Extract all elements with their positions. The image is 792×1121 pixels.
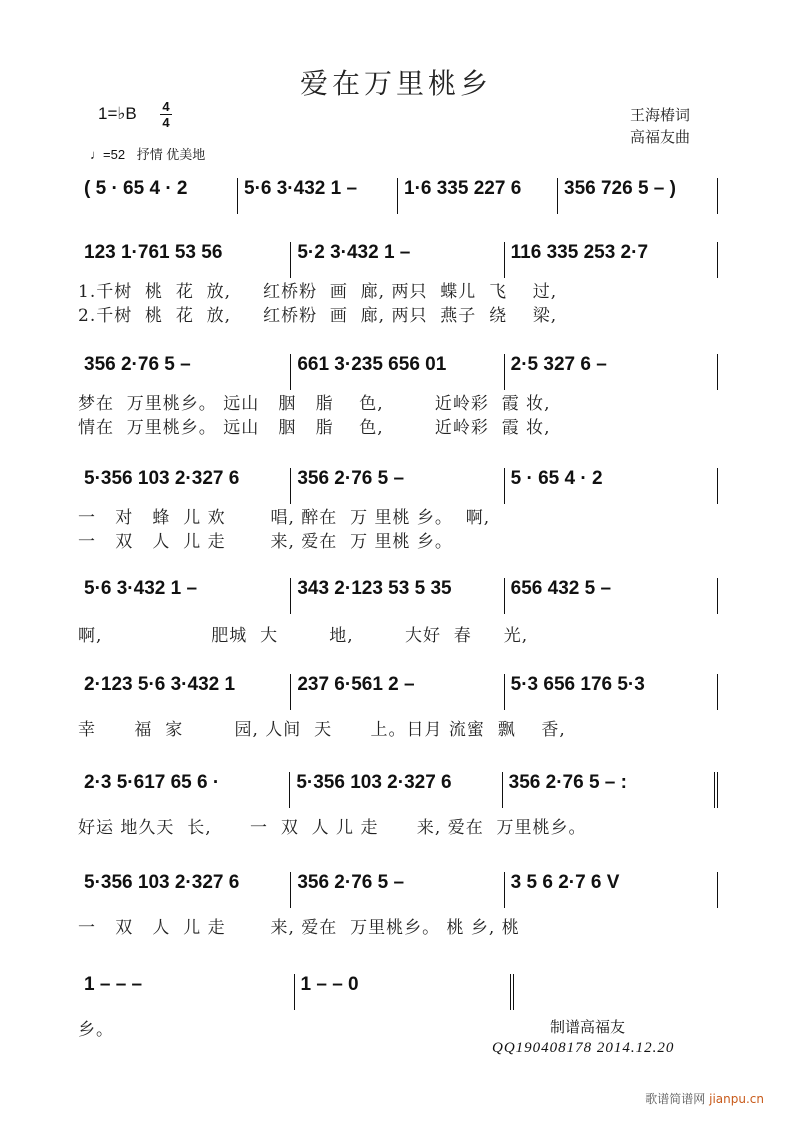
measure: 5·6 3·432 1 – <box>78 578 291 614</box>
staff-line-7 <box>78 864 718 940</box>
staff-line-3 <box>78 460 718 554</box>
lyric-line: 啊, 肥城 大 地, 大好 春 光, <box>78 626 529 646</box>
staff-line-4 <box>78 570 718 648</box>
lyric-line: 好运 地久天 长, 一 双 人 儿 走 来, 爱在 万里桃乡。 <box>78 818 587 838</box>
measure: 661 3·235 656 01 <box>291 354 504 390</box>
contact-and-date: QQ190408178 2014.12.20 <box>492 1040 675 1056</box>
staff-line-5 <box>78 666 718 742</box>
lyric-verse-2: 2.千树 桃 花 放, 红桥粉 画 廊, 两只 燕子 绕 梁, <box>78 306 558 326</box>
key-signature: 1=♭B <box>98 104 137 123</box>
measure: 343 2·123 53 5 35 <box>291 578 504 614</box>
lyric-verse-2: 情在 万里桃乡。 远山 胭 脂 色, 近岭彩 霞 妆, <box>78 418 551 438</box>
notes-row <box>78 234 718 280</box>
time-signature-bottom: 4 <box>162 115 170 130</box>
notes-row <box>78 764 718 810</box>
measure: 356 726 5 – ) <box>558 178 718 214</box>
composer: 高福友曲 <box>630 128 691 146</box>
notes-row <box>78 966 514 1012</box>
lyric-line: 乡。 <box>78 1020 114 1040</box>
notes-row <box>78 170 718 216</box>
notes-row <box>78 460 718 506</box>
watermark-cn: 歌谱简谱网 <box>645 1092 706 1106</box>
measure: 5 · 65 4 · 2 <box>505 468 718 504</box>
measure: 3 5 6 2·7 6 V <box>505 872 718 908</box>
credits <box>630 104 690 148</box>
notes-row <box>78 570 718 616</box>
lyric-verse-1: 1.千树 桃 花 放, 红桥粉 画 廊, 两只 蝶儿 飞 过, <box>78 282 558 302</box>
measure: 2·3 5·617 65 6 · <box>78 772 290 808</box>
staff-line-2 <box>78 346 718 440</box>
measure: 356 2·76 5 – <box>291 468 504 504</box>
lyric-verse-2: 一 双 人 儿 走 来, 爱在 万 里桃 乡。 <box>78 532 453 552</box>
measure: 2·5 327 6 – <box>505 354 718 390</box>
measure: 5·3 656 176 5·3 <box>505 674 718 710</box>
lyric-verse-1: 一 对 蜂 儿 欢 唱, 醉在 万 里桃 乡。 啊, <box>78 508 491 528</box>
measure: 5·356 103 2·327 6 <box>290 772 502 808</box>
notes-row <box>78 666 718 712</box>
measure: 5·2 3·432 1 – <box>291 242 504 278</box>
measure: ( 5 · 65 4 · 2 <box>78 178 238 214</box>
watermark <box>645 1090 764 1107</box>
lyric-line: 幸 福 家 园, 人间 天 上。日月 流蜜 飘 香, <box>78 720 566 740</box>
lyric-verse-1: 梦在 万里桃乡。 远山 胭 脂 色, 近岭彩 霞 妆, <box>78 394 551 414</box>
measure: 2·123 5·6 3·432 1 <box>78 674 291 710</box>
expression-marking: 抒情 优美地 <box>136 147 206 162</box>
staff-line-1 <box>78 234 718 328</box>
staff-line-6 <box>78 764 718 840</box>
measure: 5·356 103 2·327 6 <box>78 468 291 504</box>
measure: 1·6 335 227 6 <box>398 178 558 214</box>
notes-row <box>78 346 718 392</box>
time-signature <box>160 100 172 129</box>
measure-repeat-end: 356 2·76 5 – : <box>503 772 718 808</box>
staff-line-8 <box>78 966 514 1042</box>
measure: 5·6 3·432 1 – <box>238 178 398 214</box>
time-signature-top: 4 <box>162 99 170 114</box>
lyric-line: 一 双 人 儿 走 来, 爱在 万里桃乡。 桃 乡, 桃 <box>78 918 520 938</box>
measure: 116 335 253 2·7 <box>505 242 718 278</box>
watermark-site: jianpu.cn <box>709 1092 764 1106</box>
measure: 356 2·76 5 – <box>291 872 504 908</box>
notes-row <box>78 864 718 910</box>
tempo-marking <box>90 144 213 163</box>
measure: 5·356 103 2·327 6 <box>78 872 291 908</box>
tempo-value: ♩=52 <box>90 147 126 162</box>
staff-line-0 <box>78 170 718 216</box>
measure: 1 – – – <box>78 974 295 1010</box>
arranger-credit: 制谱高福友 <box>550 1018 626 1036</box>
measure: 123 1·761 53 56 <box>78 242 291 278</box>
song-title: 爱在万里桃乡 <box>299 67 492 100</box>
measure-final: 1 – – 0 <box>295 974 515 1010</box>
measure: 356 2·76 5 – <box>78 354 291 390</box>
measure: 656 432 5 – <box>505 578 718 614</box>
lyricist: 王海椿词 <box>630 106 691 124</box>
measure: 237 6·561 2 – <box>291 674 504 710</box>
